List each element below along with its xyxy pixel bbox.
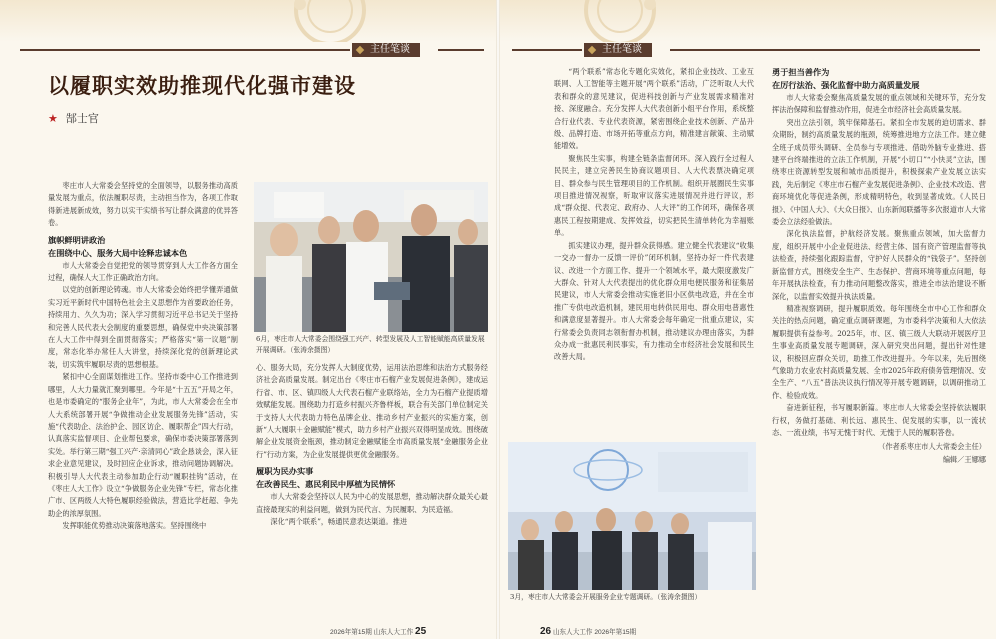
- footer-issue: 山东人大工作 2026年第15期: [552, 629, 637, 636]
- paragraph: 发挥职能优势推动决策落地落实。坚持围绕中: [62, 521, 207, 531]
- author-name: 郜士官: [65, 112, 99, 125]
- article-title: 以履职实效助推现代化强市建设: [48, 74, 356, 98]
- right-page: [500, 0, 996, 639]
- heading-1-sub: 在围绕中心、服务大局中诠释忠诚本色: [48, 247, 188, 258]
- heading-2: 履职为民办实事: [256, 466, 314, 477]
- right-top-decor: [500, 0, 996, 42]
- left-page: [0, 0, 496, 639]
- paragraph: 市人大常委会坚持以人民为中心的发展思想，推动解决群众最关心最直接最现实的利益问题，做到为民代言、为民履职、为民造福。: [256, 492, 488, 514]
- photo-illustration: [508, 442, 756, 590]
- paragraph: “两个联系”常态化专题化实效化，紧扣企业技改、工业互联网、人工智能等主题开展“两个联系”活动，广泛听取人大代表和群众的意见建议，促进科技创新与产业发展需求精准对接、深度融合。充分发挥人大代表创新小组平台作用，系统整合行业代表、专业代表资源，紧密围绕企业技术创新、产品升级、品牌打造、市场开拓等重点方向，精准建言献策、主动赋能增效。: [554, 67, 754, 151]
- page-number: 26: [540, 626, 552, 637]
- star-icon: ★: [48, 112, 58, 125]
- paragraph: 聚焦民生实事，构建全链条监督闭环。深入践行全过程人民民主，建立完善民生协商议题项目、人大代表票决确定项目、群众参与民生管理项目的工作机制。组织开展圈民生实事项目推进情况视察，听取审议落实进展情况并进行评议，形成“群众提、代表定、政府办、人大评”的工作闭环，确保各项惠民工程按期建成、发挥效益，切实把民生清单转化为幸福账单。: [554, 153, 754, 238]
- right-footer: [540, 626, 636, 637]
- paragraph: 深化“两个联系”，畅通民意表达渠道。推进: [270, 517, 408, 527]
- heading-2-sub: 在改善民生、惠民利民中厚植为民情怀: [256, 479, 396, 490]
- left-footer: [330, 626, 426, 637]
- left-column-2: [256, 362, 488, 528]
- left-header-rule-end: [438, 49, 484, 51]
- photo-caption-right: 3月，枣庄市人大常委会开展服务企业专题调研。（张涛余摄图）: [510, 593, 702, 601]
- left-top-decor: [0, 0, 496, 42]
- photo-caption-left: 6月，枣庄市人大常委会围绕强工兴产、转型发展及人工智能赋能高质量发展开展调研。（张涛余摄图）: [256, 335, 485, 354]
- paragraph: 突出立法引领，筑牢保障基石。紧扣全市发展的迫切需求、群众期盼，制约高质量发展的瓶颈，统筹推进地方立法工作。建立健全班子成员带头调研、全员参与专项推进、借助外脑专业推进、搭建平台终端推进的立法工作机制，开展“小切口”“小快灵”立法，围绕枣庄资源转型发展和城市品质提升，积极探索产业发展立法实践，先后制定《枣庄市石榴产业发展促进条例》、企业技术改造、营商环境优化等促进条例，形成精明特色，收到显著成效。《人民日报》、《中国人大》、《大众日报》、山东新闻联播等多次报道市人大常委会立法经验做法。: [772, 117, 986, 227]
- heading-1: 旗帜鲜明讲政治: [48, 234, 106, 245]
- right-column-1: [554, 66, 754, 364]
- editor-credit: 编辑／王娜娜: [942, 454, 986, 464]
- footer-issue: 2026年第15期 山东人大工作: [330, 629, 414, 636]
- photo-research-visit: [254, 182, 488, 332]
- right-column-2: [772, 66, 986, 466]
- paragraph: 心、服务大局，充分发挥人大制度优势，运用法治思维和法治方式服务经济社会高质量发展。制定出台《枣庄市石榴产业发展促进条例》，建成运行省、市、区、镇四级人大代表石榴产业联络站，全力为石榴产业提质增效赋能发展。围绕助力打造乡村振兴齐鲁样板，联合有关部门单位制定关于支持人大代表助力特色品牌企业、推动乡村产业振兴的实施方案，创新“人大履职＋金融赋能”模式，助力乡村产业振兴双得明显成效。围绕破解企业发展资金瓶颈，推动制定金融赋能全市高质量发展“金融服务企业行”行动方案，为企业发展提供更优金融服务。: [256, 363, 488, 459]
- heading-3: 勇于担当善作为: [772, 67, 830, 77]
- left-column-1: [48, 180, 238, 533]
- intro-paragraph: 枣庄市人大常委会坚持党的全面领导，以服务推动高质量发展为重点，依法履职尽责，主动担当作为，各项工作取得新进展新成效，努力以实干实绩书写让群众满意的优异答卷。: [48, 181, 238, 228]
- paragraph: 以党的创新理论铸魂。市人大常委会始终把学懂弄通做实习近平新时代中国特色社会主义思想作为首要政治任务，持续用力、久久为功；深入学习贯彻习近平总书记关于坚持和完善人民代表大会制度的重要思想，确保党中央决策部署在人大工作中得到全面贯彻落实；严格落实“第一议题”制度，常态化举办常任人大讲堂，持续深化党的创新理论武装，切实筑牢履职尽责的思想根基。: [48, 285, 238, 369]
- right-header-rule-end: [670, 49, 980, 51]
- left-emblem-watermark: [0, 0, 496, 42]
- right-section-tag: 主任笔谈: [584, 43, 652, 57]
- paragraph: 市人大常委会自觉把党的领导贯穿到人大工作各方面全过程，确保人大工作正确政治方向。: [48, 260, 238, 283]
- heading-3-sub: 在厉行法治、强化监督中助力高质量发展: [772, 80, 920, 90]
- paragraph: 精准视察调研，提升履职质效。每年围绕全市中心工作和群众关注的热点问题，确定重点调研课题，为市委科学决策和人大依法履职提供有益参考。2025年，市、区、镇三级人大联动开展医疗卫生事业高质量发展专题调研，深入研究突出问题，提出针对性建议，积极回应群众关切，助推工作改进提升。今年以来，先后围绕气象助力农业农村高质量发展、全市2025年政府债务管理情况、安全生产、“八五”普法决议执行情况等开展专题调研，以调研推动工作、检验成效。: [772, 303, 986, 400]
- paragraph: 深化执法监督，护航经济发展。聚焦重点领域，加大监督力度，组织开展中小企业促进法、经营主体、国有资产管理监督等执法检查，持续强化跟踪监督，守护好人民群众的“钱袋子”。坚持创新监督方式，围绕安全生产、生态保护、营商环境等重点问题，每年开展执法检查，有力推动问题整改落实，推进全市法治建设不断深化，以监督实效提升执法质量。: [772, 229, 986, 301]
- photo-illustration: [254, 182, 488, 332]
- paragraph: 抓实建议办理，提升群众获得感。建立健全代表建议“收集一交办一督办一反馈一评价”闭环机制，坚持办好一件代表建议、改进一个方面工作、提升一个领域水平，最大限度激发广大群众、针对人大代表提出的优化群众用电便民服务和征集居民建议，市人大常委会推动实施老旧小区供电改造，并在全市推广专供电改造机制，建民用电转供民用电、群众用电普惠性和满意度显著提升。市人大常委会每年确定一批重点建议，实行常委会负责同志领衔督办机制，推动建议办理由落实，为群众办成一批惠民利民事实，有力推动全市经济社会发展和民生改善大局。: [554, 240, 754, 362]
- right-header-rule: [512, 49, 582, 51]
- photo-enterprise-visit: [508, 442, 756, 590]
- page-number: 25: [415, 626, 427, 637]
- paragraph: 奋进新征程，书写履职新篇。枣庄市人大常委会坚持依法履职行权，务做打基础、利长远、惠民生、促发展的实事，以一流状态、一流业绩，书写无愧于时代、无愧于人民的履职答卷。: [772, 403, 986, 437]
- right-emblem-watermark: [500, 0, 996, 42]
- left-header-rule: [20, 49, 350, 51]
- author-signature: （作者系枣庄市人大常委会主任）: [878, 442, 986, 452]
- left-section-tag: 主任笔谈: [352, 43, 420, 57]
- author-line: [48, 110, 99, 126]
- paragraph: 紧扣中心全面谋划推进工作。坚持市委中心工作推进到哪里，人大力量就汇聚到哪里。今年是“十五五”开局之年，也是市委确定的“服务企业年”，为此，市人大常委会在全市人大系统部署开展“争做推动企业发展服务先锋”活动，实施“代表助企、法治护企、园区访企、履职帮企”四大行动，认真落实监督项目、企业帮包要求，确保市委决策部署落到实处。举行第三期“强工兴产·亲清同心”政企恳谈会，深入征求企业意见建议，及时回应企业诉求，推动问题协调解决。积极引导人大代表主动参加助企行动“履职挂钩”活动，在《枣庄人大工作》设立“争做服务企业先锋”专栏，常态化推广市、区两级人大特色履职经验做法，营造比学赶超、争先助企的浓厚氛围。: [48, 372, 238, 518]
- paragraph: 市人大常委会聚焦高质量发展的重点领域和关键环节，充分发挥法治保障和监督推动作用，促进全市经济社会高质量发展。: [772, 93, 986, 115]
